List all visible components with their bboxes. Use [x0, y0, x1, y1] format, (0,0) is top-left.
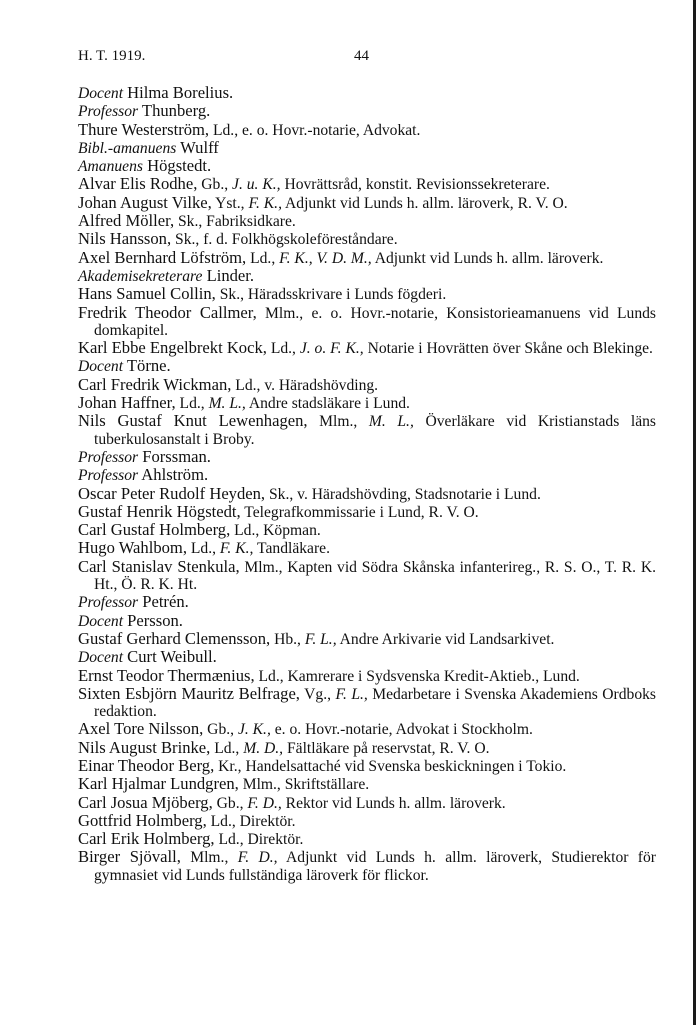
- entry-text: Mlm., Skriftställare.: [238, 776, 370, 794]
- entry-name: Forssman.: [138, 446, 211, 466]
- list-item: [78, 448, 656, 466]
- entry-name: Einar Theodor Berg,: [78, 755, 215, 775]
- list-item: [78, 394, 656, 412]
- list-item: [78, 812, 656, 830]
- entry-name: Petrén.: [138, 592, 189, 612]
- entry-name: Alvar Elis Rodhe,: [78, 174, 198, 194]
- entry-name: Axel Tore Nilsson,: [78, 719, 204, 739]
- list-item: [78, 102, 656, 120]
- entry-title: Docent: [78, 358, 124, 376]
- entry-text: Mlm.,: [307, 413, 369, 431]
- entry-text: Mlm.,: [180, 849, 238, 867]
- entry-text: Telegrafkommissarie i Lund, R. V. O.: [240, 503, 479, 521]
- entry-degree: M. L.,: [368, 413, 414, 431]
- entry-text: Adjunkt vid Lunds h. allm. läroverk, R. V. O.: [281, 194, 568, 212]
- list-item: [78, 521, 656, 539]
- entry-name: Karl Ebbe Engelbrekt Kock,: [78, 338, 267, 358]
- entry-name: Hugo Wahlbom,: [78, 538, 187, 558]
- entry-degree: F. L.,: [304, 630, 337, 648]
- entry-name: Fredrik Theodor Callmer,: [78, 302, 257, 322]
- list-item: [78, 720, 656, 738]
- entry-text: Medarbetare i Svenska Akademiens Ordboks redaktion.: [94, 685, 656, 721]
- entry-name: Carl Fredrik Wickman,: [78, 374, 232, 394]
- entry-name: Gustaf Gerhard Clemensson,: [78, 628, 271, 648]
- entry-name: Thunberg.: [138, 101, 211, 121]
- entry-name: Alfred Möller,: [78, 211, 175, 231]
- entry-name: Hilma Borelius.: [123, 83, 234, 102]
- entry-name: Curt Weibull.: [123, 647, 217, 667]
- entry-degree: M. L.,: [208, 395, 246, 413]
- page-header: [78, 48, 652, 70]
- entry-text: Sk., v. Häradshövding, Stadsnotarie i Lund.: [265, 485, 541, 503]
- list-item: [78, 830, 656, 848]
- list-item: [78, 775, 656, 793]
- list-item: [78, 794, 656, 812]
- entry-name: Thure Westerström,: [78, 119, 210, 139]
- entry-name: Johan August Vilke,: [78, 192, 212, 212]
- list-item: [78, 339, 656, 357]
- entry-text: Ld.,: [175, 395, 209, 413]
- list-item: [78, 194, 656, 212]
- entry-name: Carl Erik Holmberg,: [78, 829, 215, 849]
- entry-text: Ld., Köpman.: [230, 522, 321, 540]
- list-item: [78, 412, 656, 448]
- entry-name: Gottfrid Holmberg,: [78, 810, 207, 830]
- entry-text: Ld., v. Häradshövding.: [231, 376, 379, 394]
- entry-text: Andre Arkivarie vid Landsarkivet.: [336, 630, 555, 648]
- list-item: [78, 212, 656, 230]
- list-item: [78, 285, 656, 303]
- list-item: [78, 84, 656, 102]
- list-item: [78, 667, 656, 685]
- list-item: [78, 249, 656, 267]
- entry-name: Ahlström.: [138, 465, 209, 485]
- entry-text: Sk., Fabriksidkare.: [174, 213, 296, 231]
- entry-name: Nils August Brinke,: [78, 737, 211, 757]
- entry-name: Hans Samuel Collin,: [78, 284, 216, 304]
- page-number: 44: [354, 48, 369, 64]
- entry-text: Ld., Direktör.: [206, 812, 296, 830]
- entry-title: Professor: [78, 594, 139, 612]
- entry-name: Wulff: [176, 137, 219, 157]
- entry-degree: F. K.,: [219, 540, 254, 558]
- entry-text: Adjunkt vid Lunds h. allm. läroverk.: [371, 249, 604, 267]
- entry-text: e. o. Hovr.-notarie, Advokat i Stockholm.: [270, 721, 533, 739]
- entry-text: Ld., Kamrerare i Sydsvenska Kredit-Aktieb., Lund.: [254, 667, 580, 685]
- entry-text: Vg.,: [299, 685, 336, 703]
- entry-title: Amanuens: [78, 158, 143, 176]
- entry-degree: F. D.,: [247, 794, 282, 812]
- entry-text: Notarie i Hovrätten över Skåne och Blekinge.: [363, 340, 653, 358]
- member-list: [78, 84, 656, 884]
- entry-text: Mlm., e. o. Hovr.-notarie, Konsistorieamanuens vid Lunds domkapitel.: [94, 304, 657, 339]
- entry-title: Akademisekreterare: [78, 267, 203, 285]
- list-item: [78, 357, 656, 375]
- list-item: [78, 230, 656, 248]
- list-item: [78, 648, 656, 666]
- entry-text: Ld., e. o. Hovr.-notarie, Advokat.: [209, 121, 421, 139]
- entry-title: Docent: [78, 85, 124, 102]
- entry-name: Axel Bernhard Löfström,: [78, 247, 247, 267]
- entry-degree: J. o. F. K.,: [299, 340, 364, 358]
- entry-text: Gb.,: [197, 176, 233, 194]
- list-item: [78, 503, 656, 521]
- list-item: [78, 685, 656, 721]
- entry-degree: F. K., V. D. M.,: [279, 249, 372, 267]
- entry-text: Ld.,: [266, 340, 300, 358]
- entry-name: Persson.: [123, 610, 183, 630]
- entry-text: Adjunkt vid Lunds h. allm. läroverk, Studierektor för gymnasiet vid Lunds fullständiga läroverk för flickor.: [94, 849, 656, 884]
- entry-text: Sk., f. d. Folkhögskoleföreståndare.: [171, 231, 398, 249]
- entry-name: Gustaf Henrik Högstedt,: [78, 501, 241, 521]
- list-item: [78, 157, 656, 175]
- entry-title: Professor: [78, 103, 139, 121]
- entry-name: Linder.: [202, 265, 255, 285]
- entry-text: Gb.,: [212, 794, 248, 812]
- entry-text: Tandläkare.: [253, 540, 330, 558]
- list-item: [78, 848, 656, 884]
- entry-degree: F. D.,: [237, 849, 278, 867]
- entry-degree: J. K.,: [237, 721, 271, 739]
- list-item: [78, 267, 656, 285]
- entry-name: Karl Hjalmar Lundgren,: [78, 774, 239, 794]
- list-item: [78, 139, 656, 157]
- entry-title: Professor: [78, 448, 139, 466]
- entry-text: Hovrättsråd, konstit. Revisionssekreterare.: [280, 176, 550, 194]
- entry-name: Törne.: [123, 356, 171, 376]
- entry-title: Docent: [78, 612, 124, 630]
- entry-name: Oscar Peter Rudolf Heyden,: [78, 483, 266, 503]
- list-item: [78, 304, 656, 340]
- list-item: [78, 739, 656, 757]
- list-item: [78, 539, 656, 557]
- entry-name: Carl Stanislav Stenkula,: [78, 556, 240, 576]
- list-item: [78, 376, 656, 394]
- entry-text: Kr., Handelsattaché vid Svenska beskickningen i Tokio.: [214, 757, 567, 775]
- list-item: [78, 175, 656, 193]
- entry-name: Ernst Teodor Thermænius,: [78, 665, 255, 685]
- entry-degree: J. u. K.,: [232, 176, 281, 194]
- entry-text: Ld.,: [186, 540, 220, 558]
- entry-text: Gb.,: [203, 721, 238, 739]
- entry-name: Birger Sjövall,: [78, 847, 181, 867]
- entry-name: Johan Haffner,: [78, 393, 176, 413]
- entry-text: Överläkare vid Kristianstads läns tuberkulosanstalt i Broby.: [94, 413, 656, 448]
- entry-title: Docent: [78, 649, 124, 667]
- entry-text: Hb.,: [270, 630, 305, 648]
- entry-text: Ld., Direktör.: [214, 831, 304, 849]
- entry-name: Carl Gustaf Holmberg,: [78, 520, 231, 540]
- entry-name: Nils Hansson,: [78, 229, 172, 249]
- entry-text: Sk., Häradsskrivare i Lunds fögderi.: [215, 286, 447, 304]
- entry-text: Andre stadsläkare i Lund.: [245, 395, 410, 413]
- entry-title: Bibl.-amanuens: [78, 139, 177, 157]
- entry-name: Carl Josua Mjöberg,: [78, 792, 213, 812]
- list-item: [78, 558, 656, 594]
- entry-text: Fältläkare på reservstat, R. V. O.: [283, 739, 490, 757]
- list-item: [78, 612, 656, 630]
- entry-name: Sixten Esbjörn Mauritz Belfrage,: [78, 683, 300, 703]
- entry-degree: M. D.,: [243, 739, 284, 757]
- entry-text: Ld.,: [246, 249, 280, 267]
- entry-text: Yst.,: [211, 194, 249, 212]
- entry-title: Professor: [78, 467, 139, 485]
- journal-label: H. T. 1919.: [78, 48, 146, 64]
- list-item: [78, 121, 656, 139]
- list-item: [78, 593, 656, 611]
- entry-degree: F. L.,: [335, 685, 368, 703]
- entry-text: Ld.,: [210, 739, 244, 757]
- entry-text: Mlm., Kapten vid Södra Skånska infanterireg., R. S. O., T. R. K. Ht., Ö. R. K. Ht.: [94, 558, 656, 594]
- entry-text: Rektor vid Lunds h. allm. läroverk.: [281, 794, 506, 812]
- entry-degree: F. K.,: [248, 194, 282, 212]
- list-item: [78, 757, 656, 775]
- list-item: [78, 630, 656, 648]
- entry-name: Nils Gustaf Knut Lewenhagen,: [78, 411, 308, 431]
- list-item: [78, 485, 656, 503]
- entry-name: Högstedt.: [142, 156, 212, 176]
- list-item: [78, 466, 656, 484]
